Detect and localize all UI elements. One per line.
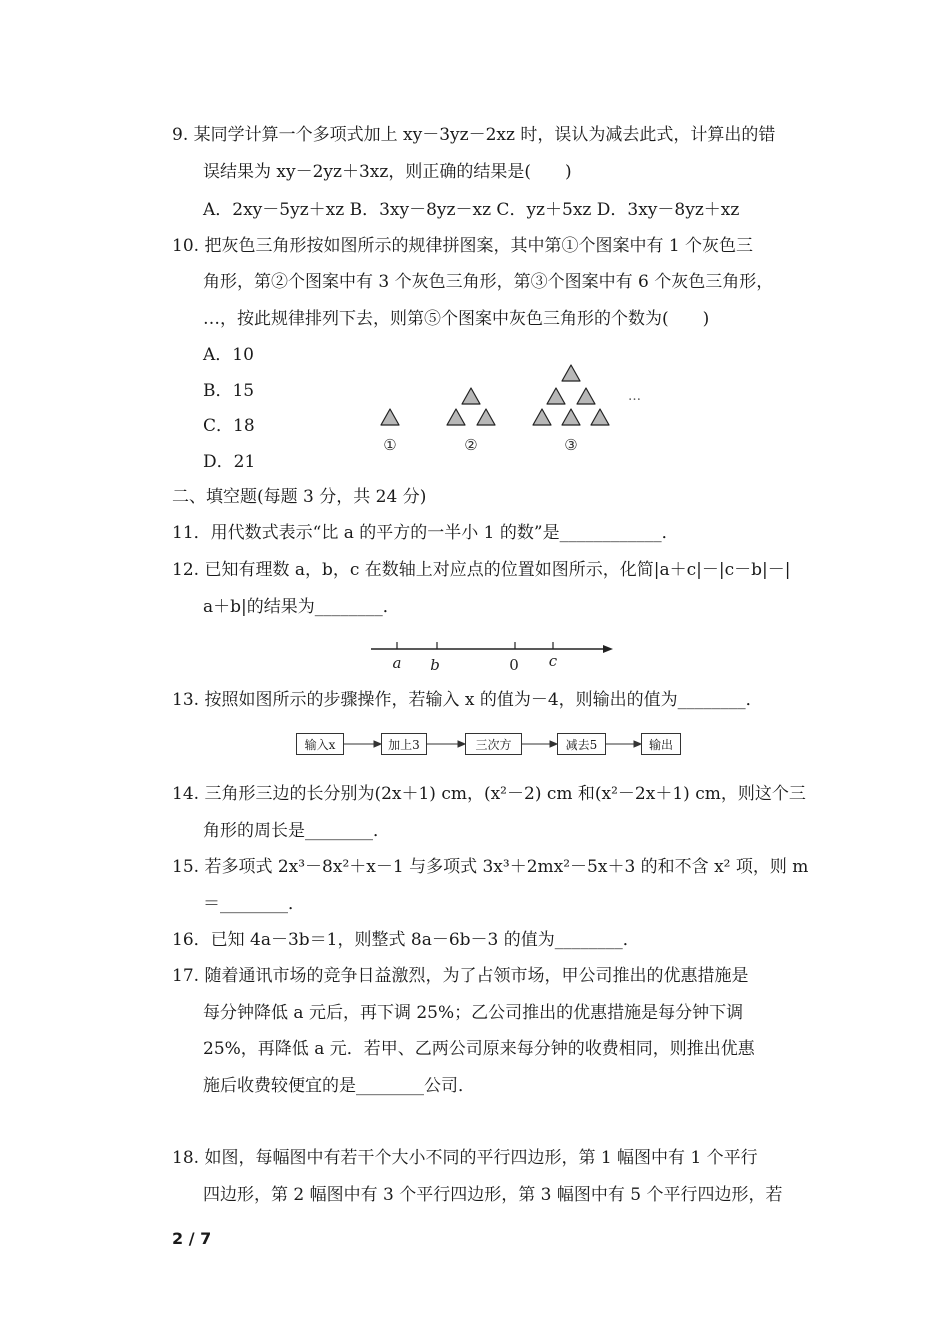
axis-label-c: c <box>548 652 558 670</box>
q15-line1: 15. 若多项式 2x³－8x²＋x－1 与多项式 3x³＋2mx²－5x＋3 的和不含 x² 项，则 m <box>172 857 809 877</box>
q18-line1: 18. 如图，每幅图中有若干个大小不同的平行四边形，第 1 幅图中有 1 个平行 <box>172 1148 758 1168</box>
q9-line2: 误结果为 xy－2yz＋3xz，则正确的结果是( ) <box>203 162 572 182</box>
q10-line2: 角形，第②个图案中有 3 个灰色三角形，第③个图案中有 6 个灰色三角形， <box>203 272 774 292</box>
page-number: 2 / 7 <box>172 1229 212 1248</box>
pattern-ellipsis: … <box>628 389 641 404</box>
section2-heading: 二、填空题(每题 3 分，共 24 分) <box>172 487 427 507</box>
q12-line1: 12. 已知有理数 a，b，c 在数轴上对应点的位置如图所示，化简|a＋c|－|c－b|－| <box>172 560 791 580</box>
q16-line1: 16．已知 4a－3b＝1，则整式 8a－6b－3 的值为________． <box>172 930 640 950</box>
step-add-3: 加上3 <box>381 733 427 755</box>
step-subtract-5: 减去5 <box>557 733 606 755</box>
step-input-x: 输入x <box>296 733 344 755</box>
q10-line1: 10. 把灰色三角形按如图所示的规律拼图案，其中第①个图案中有 1 个灰色三 <box>172 236 754 256</box>
q10-option-d: D．21 <box>203 452 256 472</box>
triangle-icon <box>562 409 580 425</box>
q14-line1: 14. 三角形三边的长分别为(2x＋1) cm，(x²－2) cm 和(x²－2x＋1) cm，则这个三 <box>172 784 806 804</box>
triangle-icon <box>562 365 580 381</box>
q10-line3: …，按此规律排列下去，则第⑤个图案中灰色三角形的个数为( ) <box>203 309 710 329</box>
triangle-icon <box>591 409 609 425</box>
q17-line3: 25%，再降低 a 元．若甲、乙两公司原来每分钟的收费相同，则推出优惠 <box>203 1039 755 1059</box>
step-output: 输出 <box>641 733 681 755</box>
axis-label-b: b <box>430 656 440 674</box>
step-cube: 三次方 <box>465 733 522 755</box>
q10-option-a: A．10 <box>203 345 254 365</box>
q9-options: A．2xy－5yz＋xz B．3xy－8yz－xz C．yz＋5xz D．3xy－8yz＋xz <box>203 200 740 220</box>
axis-label-0: 0 <box>509 656 519 674</box>
q10-option-c: C．18 <box>203 416 255 436</box>
q12-line2: a＋b|的结果为________． <box>203 597 400 617</box>
axis-label-a: a <box>392 654 402 672</box>
triangle-icon <box>547 388 565 404</box>
q13-line1: 13. 按照如图所示的步骤操作，若输入 x 的值为－4，则输出的值为________． <box>172 690 763 710</box>
triangle-icon <box>381 409 399 425</box>
q14-line2: 角形的周长是________． <box>203 821 390 841</box>
q17-line1: 17. 随着通讯市场的竞争日益激烈，为了占领市场，甲公司推出的优惠措施是 <box>172 966 749 986</box>
triangle-icon <box>462 388 480 404</box>
q18-line2: 四边形，第 2 幅图中有 3 个平行四边形，第 3 幅图中有 5 个平行四边形，若 <box>203 1185 783 1205</box>
q9-line1: 9. 某同学计算一个多项式加上 xy－3yz－2xz 时，误认为减去此式，计算出的错 <box>172 125 776 145</box>
triangle-icon <box>577 388 595 404</box>
triangle-icon <box>447 409 465 425</box>
operation-flowchart <box>294 730 694 760</box>
q15-line2: ＝________． <box>203 894 305 914</box>
triangle-icon <box>533 409 551 425</box>
q10-option-b: B．15 <box>203 381 255 401</box>
triangle-icon <box>477 409 495 425</box>
q11-line1: 11．用代数式表示“比 a 的平方的一半小 1 的数”是____________． <box>172 523 679 543</box>
q17-line2: 每分钟降低 a 元后，再下调 25%；乙公司推出的优惠措施是每分钟下调 <box>203 1003 744 1023</box>
triangle-pattern-figure <box>370 358 660 468</box>
q17-line4: 施后收费较便宜的是________公司． <box>203 1076 475 1096</box>
number-line-figure <box>365 634 625 680</box>
figure-label-3: ③ <box>564 436 578 454</box>
figure-label-2: ② <box>464 436 478 454</box>
figure-label-1: ① <box>383 436 397 454</box>
